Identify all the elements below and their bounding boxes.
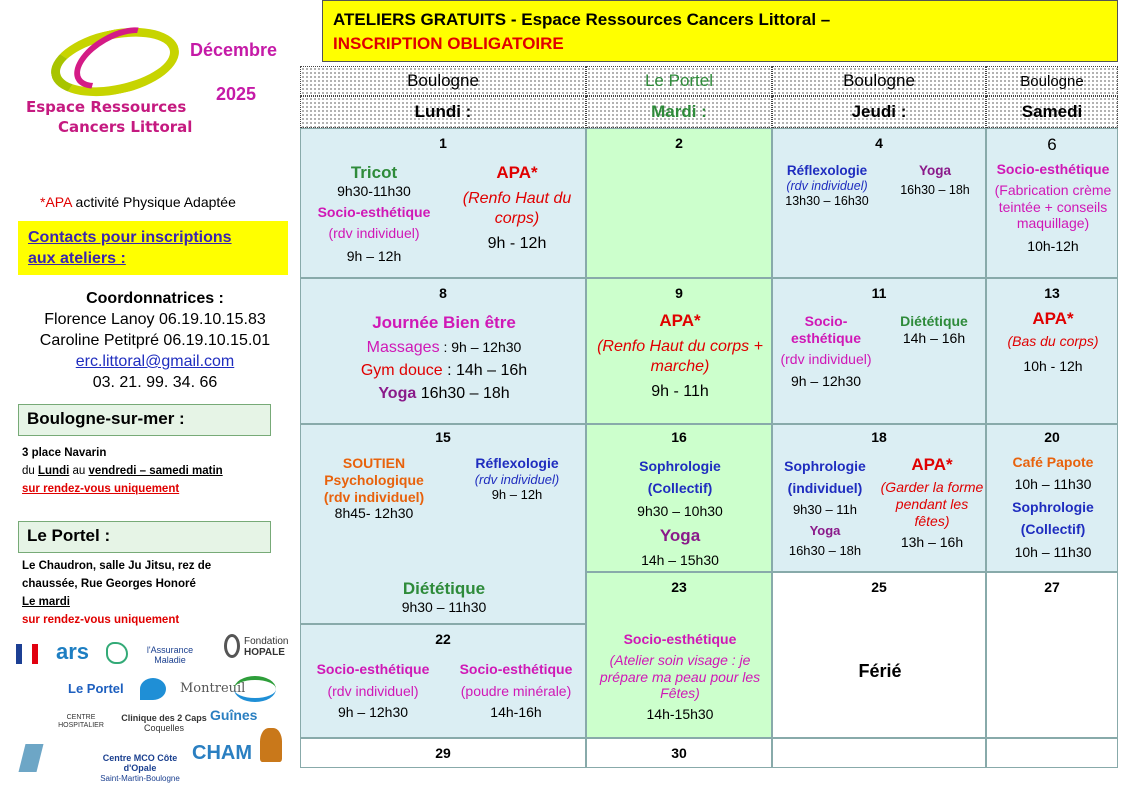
day-cell-15 [300,424,586,624]
apa-note [40,194,236,210]
day-cell-9 [586,278,772,424]
fondation-hopale-logo: Fondation HOPALE [244,636,289,658]
logo-text-line2: Cancers Littoral [58,118,193,136]
activity-group: Socio-esthétique (poudre minérale) 14h-16h [459,661,573,721]
day-number: 16 [671,429,687,445]
cham-logo: CHAM [192,742,252,764]
coord-email-link[interactable]: erc.littoral@gmail.com [75,353,235,370]
day-cell-2 [586,128,772,278]
col-header-day-3: Jeudi : [772,96,986,128]
day-cell-8 [300,278,586,424]
day-cell-16 [586,424,772,572]
day-cell-20 [986,424,1118,572]
boulogne-rdv: sur rendez-vous uniquement [22,483,180,495]
col-header-city-2: Le Portel [586,66,772,96]
day-number: 22 [435,631,451,647]
boulogne-address: 3 place Navarin [22,447,107,459]
day-number: 11 [871,285,887,301]
fondation-hopale-icon [224,634,240,658]
boulogne-title-box [18,404,271,436]
activity-group: APA* (Bas du corps) 10h - 12h [1007,309,1099,375]
day-cell-23 [586,572,772,738]
day-number: 8 [439,285,447,301]
activity-group: Sophrologie (Collectif) 9h30 – 10h30 Yoga 14h – 15h30 [637,458,723,569]
activity-group: Tricot 9h30-11h30 Socio-esthétique (rdv individuel) 9h – 12h [317,163,431,264]
day-number: 13 [1044,285,1060,301]
day-number: 9 [675,285,683,301]
heart-logo-icon [140,678,166,700]
contacts-title-line1: Contacts pour inscriptions [28,229,232,246]
activity-group: Journée Bien être Massages : 9h – 12h30 Gym douce : 14h – 16h Yoga 16h30 – 18h [360,313,528,403]
guines-logo: Guînes [210,707,258,723]
montreuil-logo: Montreuil [180,681,246,696]
title-line1: ATELIERS GRATUITS - Espace Ressources Cancers Littoral – [333,10,831,29]
day-cell-empty [772,738,986,768]
activity-group: APA* (Renfo Haut du corps + marche) 9h - 11h [597,311,763,400]
title-line2: INSCRIPTION OBLIGATOIRE [333,34,564,53]
day-number: 29 [435,745,451,761]
apa-note-star: *APA [40,194,72,210]
day-number: 1 [439,135,447,151]
coord-phone: 03. 21. 99. 34. 66 [92,374,218,391]
day-number: 2 [675,135,683,151]
day-number: 23 [671,579,687,595]
portel-info [22,557,211,629]
day-number: 15 [435,429,451,445]
day-number: 4 [875,135,883,151]
activity-group: Café Papote 10h – 11h30 Sophrologie (Collectif) 10h – 11h30 [1012,454,1094,560]
boulogne-days: du Lundi au vendredi – samedi matin [22,465,223,477]
day-cell-11 [772,278,986,424]
day-cell-13 [986,278,1118,424]
month-name: Décembre [190,40,278,60]
ars-logo: ars [56,639,90,664]
activity-group: Socio-esthétique (rdv individuel) 9h – 12h30 [780,313,872,390]
contacts-title-line2: aux ateliers : [28,250,126,267]
centre-hospitalier-logo: CENTRE HOSPITALIER [58,714,104,729]
vivalto-logo-icon [19,744,44,772]
day-cell-18 [772,424,986,572]
activity-group: APA* (Renfo Haut du corps) 9h - 12h [462,163,572,252]
col-header-day-1: Lundi : [300,96,586,128]
col-header-city-4: Boulogne [986,66,1118,96]
region-map-icon [106,642,128,664]
le-portel-logo: Le Portel [68,681,124,696]
landscape-logo-icon [234,676,276,702]
boulogne-title: Boulogne-sur-mer : [27,409,185,428]
day-cell-empty [986,738,1118,768]
apa-note-text: activité Physique Adaptée [71,194,236,210]
portel-addr1: Le Chaudron, salle Ju Jitsu, rez de [22,560,212,572]
coord-person2: Caroline Petitpré 06.19.10.15.01 [39,332,271,349]
portel-day: Le mardi [22,596,70,608]
portel-rdv: sur rendez-vous uniquement [22,614,180,626]
activity-group: Réflexologie (rdv individuel) 13h30 – 16h30 [785,163,869,209]
coat-of-arms-icon [260,728,282,762]
contacts-box [18,221,288,275]
day-cell-1 [300,128,586,278]
partner-logos [16,632,300,782]
coordinators [0,288,310,393]
centre-mco-logo: Centre MCO Côte d'Opale Saint-Martin-Boulogne [100,753,180,783]
col-header-city-3: Boulogne [772,66,986,96]
portel-title: Le Portel : [27,526,111,545]
day-number: 27 [1044,579,1060,595]
holiday-label: Férié [858,661,902,681]
portel-title-box [18,521,271,553]
day-cell-25 [772,572,986,738]
coord-person1: Florence Lanoy 06.19.10.15.83 [44,311,266,328]
col-header-city-1: Boulogne [300,66,586,96]
logo-text-line1: Espace Ressources [26,98,187,116]
day-number: 6 [1047,135,1057,154]
activity-group: Sophrologie (individuel) 9h30 – 11h Yoga 16h30 – 18h [784,458,866,559]
boulogne-info [22,444,223,498]
day-number: 30 [671,745,687,761]
day-number: 25 [871,579,887,595]
day-cell-29 [300,738,586,768]
assurance-maladie-logo: l'Assurance Maladie [146,645,194,665]
day-number: 20 [1044,429,1060,445]
activity-group: Socio-esthétique (rdv individuel) 9h – 12h30 [316,661,430,721]
day-cell-27 [986,572,1118,738]
portel-addr2: chaussée, Rue Georges Honoré [22,578,196,590]
activity-group: Socio-esthétique (Fabrication crème teintée + conseils maquillage) 10h-12h [994,161,1112,255]
activity-group: APA* (Garder la forme pendant les fêtes) 13h – 16h [880,455,984,550]
clinique-logo: Clinique des 2 Caps Coquelles [121,713,207,733]
col-header-day-4: Samedi [986,96,1118,128]
activity-group: Yoga 16h30 – 18h [900,163,970,198]
republique-logo-icon [16,644,38,664]
title-banner [322,0,1118,62]
activity-group: Réflexologie (rdv individuel) 9h – 12h [474,455,560,503]
day-cell-30 [586,738,772,768]
day-cell-22 [300,624,586,738]
activity-group: Diététique 14h – 16h [900,313,968,346]
day-cell-4 [772,128,986,278]
activity-group: SOUTIEN Psychologique (rdv individuel) 8h45- 12h30 [323,455,425,522]
day-number: 18 [871,429,887,445]
coord-title: Coordonnatrices : [86,290,224,307]
day-cell-6 [986,128,1118,278]
month-year: 2025 [216,84,257,104]
col-header-day-2: Mardi : [586,96,772,128]
activity-group: Diététique 9h30 – 11h30 [401,579,487,616]
activity-group: Socio-esthétique (Atelier soin visage : je prépare ma peau pour les Fêtes) 14h-15h30 [599,631,761,723]
